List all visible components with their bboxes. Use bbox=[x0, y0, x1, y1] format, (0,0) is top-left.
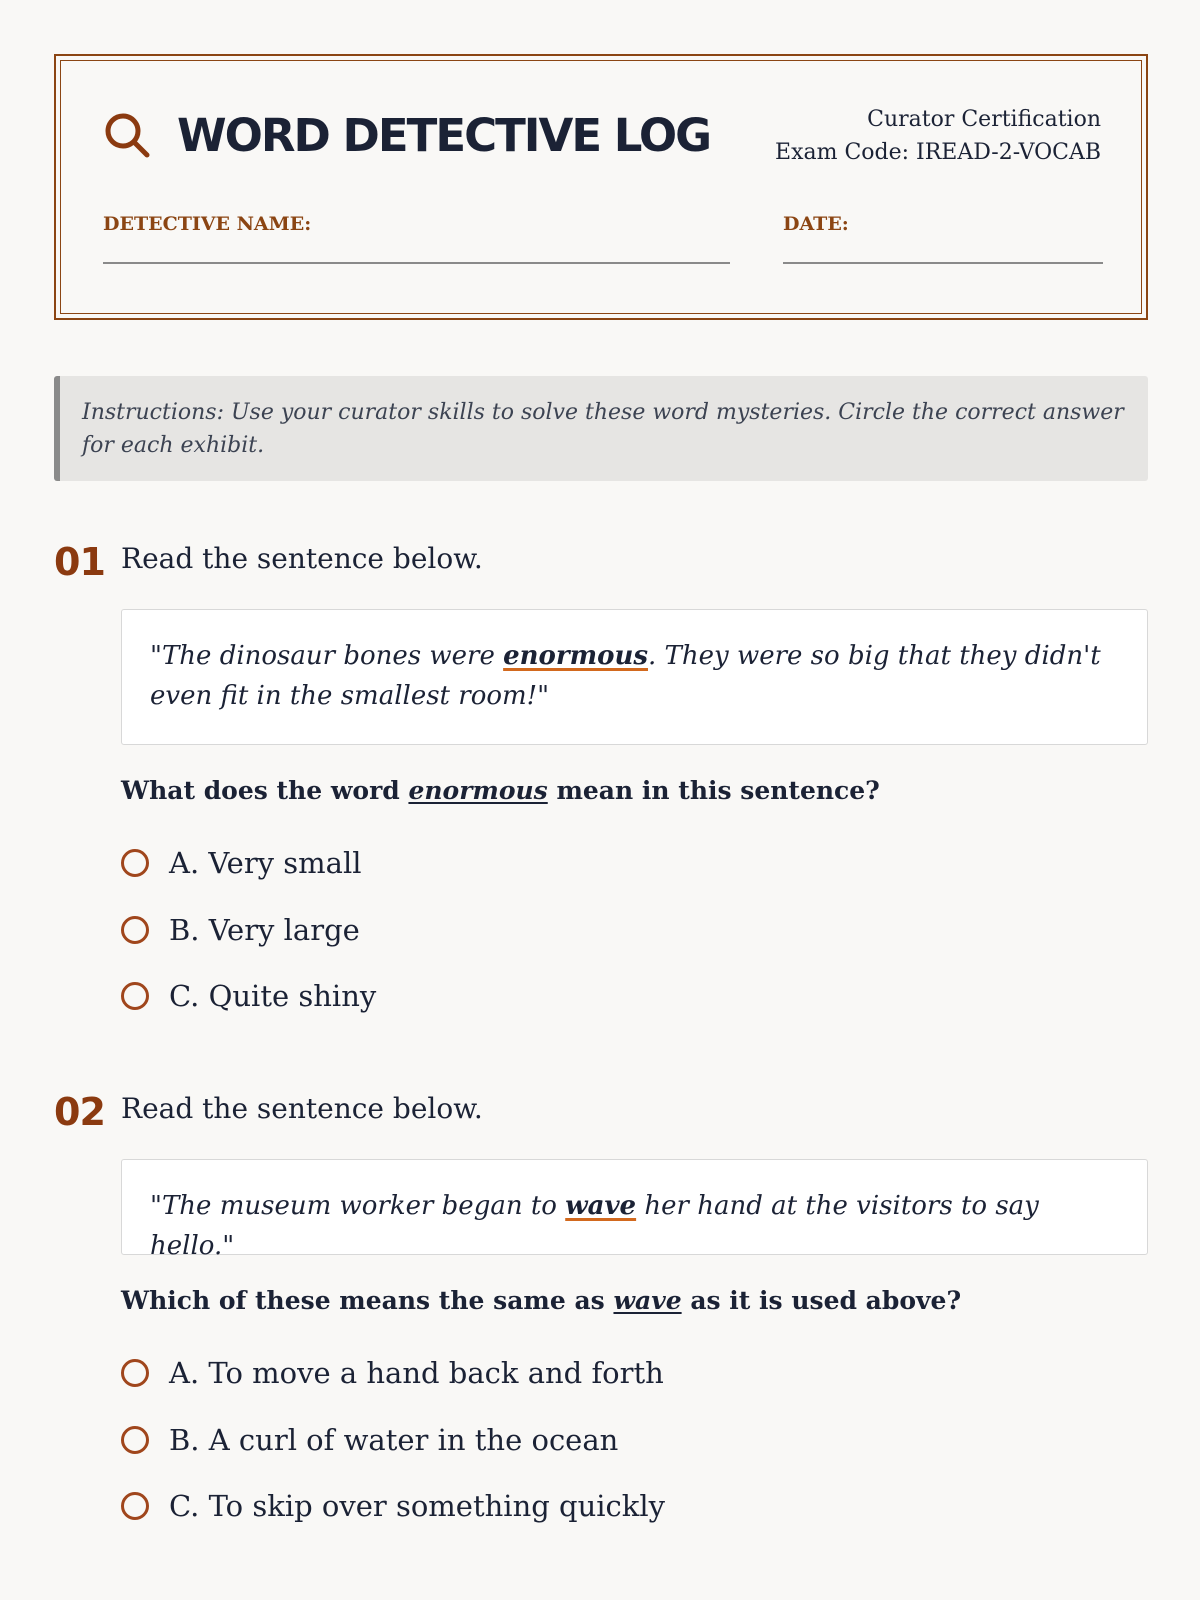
radio-circle-icon[interactable] bbox=[121, 1359, 149, 1387]
quote-text: "The dinosaur bones were bbox=[150, 641, 504, 671]
instructions-box: Instructions: Use your curator skills to solve these word mysteries. Circle the correct answer for each exhibit. bbox=[54, 376, 1148, 481]
option-label: B. A curl of water in the ocean bbox=[169, 1423, 619, 1457]
ask-text: as it is used above? bbox=[681, 1286, 962, 1315]
question-prompt: Read the sentence below. bbox=[121, 542, 483, 575]
header-inner-border bbox=[60, 60, 1142, 314]
question-ask bbox=[121, 1286, 961, 1315]
highlighted-word: enormous bbox=[503, 641, 648, 671]
quote-text: . They were so big that they didn't even fit in the smallest room!" bbox=[150, 641, 1101, 711]
detective-name-line[interactable] bbox=[103, 262, 730, 264]
radio-circle-icon[interactable] bbox=[121, 982, 149, 1010]
option-b[interactable] bbox=[121, 910, 360, 950]
radio-circle-icon[interactable] bbox=[121, 1492, 149, 1520]
option-label: C. Quite shiny bbox=[169, 979, 377, 1013]
magnifying-glass-icon bbox=[103, 111, 153, 161]
option-label: A. Very small bbox=[169, 846, 362, 880]
exam-code: Exam Code: IREAD-2-VOCAB bbox=[775, 140, 1101, 165]
option-a[interactable] bbox=[121, 1353, 664, 1393]
option-label: C. To skip over something quickly bbox=[169, 1489, 666, 1523]
quote-box bbox=[121, 609, 1148, 745]
option-c[interactable] bbox=[121, 976, 376, 1016]
option-label: B. Very large bbox=[169, 913, 360, 947]
date-label: DATE: bbox=[783, 213, 849, 235]
quote-box bbox=[121, 1159, 1148, 1261]
question-prompt: Read the sentence below. bbox=[121, 1092, 483, 1125]
option-b[interactable] bbox=[121, 1420, 618, 1460]
question-number: 02 bbox=[54, 1090, 105, 1134]
certification-name: Curator Certification bbox=[867, 107, 1101, 132]
radio-circle-icon[interactable] bbox=[121, 916, 149, 944]
quote-text: her hand at the visitors to say hello." bbox=[150, 1191, 1039, 1261]
ask-text: mean in this sentence? bbox=[547, 776, 880, 805]
option-label: A. To move a hand back and forth bbox=[169, 1356, 664, 1390]
ask-word: enormous bbox=[408, 776, 548, 805]
page-title: WORD DETECTIVE LOG bbox=[177, 109, 711, 162]
date-line[interactable] bbox=[783, 262, 1103, 264]
option-a[interactable] bbox=[121, 843, 362, 883]
radio-circle-icon[interactable] bbox=[121, 1426, 149, 1454]
ask-word: wave bbox=[613, 1286, 682, 1315]
detective-name-label: DETECTIVE NAME: bbox=[103, 213, 312, 235]
ask-text: Which of these means the same as bbox=[121, 1286, 614, 1315]
certification-info bbox=[775, 103, 1101, 169]
quote-text: "The museum worker began to bbox=[150, 1191, 566, 1221]
highlighted-word: wave bbox=[565, 1191, 637, 1221]
radio-circle-icon[interactable] bbox=[121, 849, 149, 877]
option-c[interactable] bbox=[121, 1486, 665, 1526]
question-ask bbox=[121, 776, 880, 805]
question-number: 01 bbox=[54, 540, 105, 584]
ask-text: What does the word bbox=[121, 776, 409, 805]
header-box bbox=[54, 54, 1148, 320]
